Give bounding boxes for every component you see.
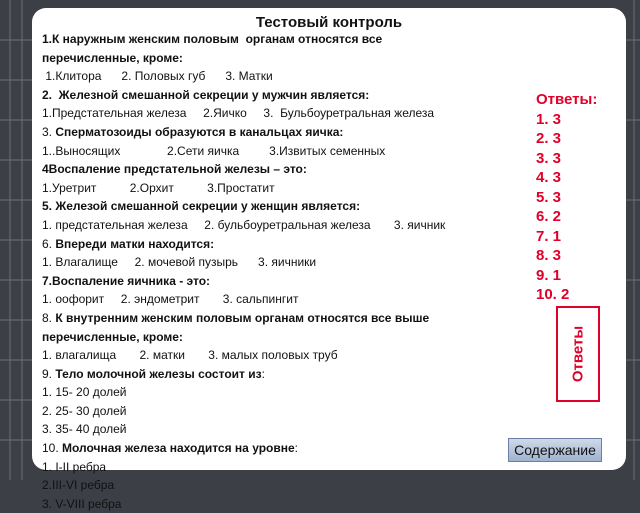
question-line: [42, 30, 532, 49]
question-line: [42, 272, 532, 291]
answer-item: 3. 3: [536, 149, 562, 167]
question-line: [42, 253, 532, 272]
answers-button-label: Ответы: [569, 325, 587, 383]
question-line-text: 9.: [42, 366, 56, 381]
question-line: [42, 179, 532, 198]
question-line: [42, 160, 532, 179]
answer-item: 10. 2: [536, 286, 570, 303]
answers-heading: Ответы:: [536, 91, 598, 108]
question-line: [42, 309, 532, 328]
slide-title: Тестовый контроль: [255, 14, 403, 31]
question-line-text: 1. Влагалище 2. мочевой пузырь 3. яичники: [42, 255, 317, 270]
question-line-tail: :: [261, 366, 265, 381]
contents-button[interactable]: Содержание: [508, 438, 602, 462]
question-line-text: 1..Выносящих 2.Сети яичка 3.Извитых семенных: [42, 143, 386, 158]
question-line-bold: 7.Воспаление яичника - это:: [42, 273, 211, 288]
question-line-text: 6.: [42, 236, 56, 251]
question-line-text: 3. V-VIII ребра: [42, 496, 122, 511]
question-line-text: 1. оофорит 2. эндометрит 3. сальпингит: [42, 292, 299, 307]
question-line: [42, 49, 532, 68]
question-line: [42, 123, 532, 142]
question-line-text: 1. I-II ребра: [42, 459, 107, 474]
question-line-bold: 4Воспаление предстательной железы – это:: [42, 162, 307, 177]
question-line-tail: :: [294, 441, 299, 456]
question-line-bold: К внутренним женским половым органам относятся все выше: [55, 310, 430, 325]
question-line-text: 10.: [42, 441, 63, 456]
question-line: [42, 420, 532, 439]
question-line-bold: Впереди матки находится:: [55, 236, 215, 251]
question-line-bold: 5. Железой смешанной секреции у женщин является:: [42, 199, 361, 214]
answer-item: 8. 3: [536, 247, 562, 264]
answer-item: 1. 3: [536, 110, 562, 128]
question-line: [42, 439, 532, 458]
question-line: [42, 365, 532, 384]
question-line-text: 1.Предстательная железа 2.Яичко 3. Бульбоуретральная железа: [42, 106, 435, 121]
question-line-text: 2.III-VI ребра: [42, 478, 115, 493]
question-line: [42, 290, 532, 309]
answer-item: 2. 3: [536, 130, 562, 147]
question-line-text: 3. 35- 40 долей: [42, 422, 127, 437]
question-line-text: 8.: [42, 310, 56, 325]
question-line: [42, 495, 532, 513]
answer-item: 7. 1: [536, 227, 562, 245]
question-line: [42, 346, 532, 365]
question-line: [42, 235, 532, 254]
answers-list: [536, 90, 597, 305]
answers-button[interactable]: [556, 306, 600, 402]
question-line: [42, 458, 532, 477]
question-line-bold: Молочная железа находится на уровне: [62, 441, 295, 456]
question-line-text: 1. влагалища 2. матки 3. малых половых труб: [42, 348, 338, 363]
question-line: [42, 197, 532, 216]
answer-item: 6. 2: [536, 208, 562, 225]
answer-item: 9. 1: [536, 266, 562, 284]
answer-item: 4. 3: [536, 169, 562, 186]
question-line-bold: Тело молочной железы состоит из: [55, 366, 262, 381]
question-line-text: 2. 25- 30 долей: [42, 403, 127, 418]
question-line-text: 1.Уретрит 2.Орхит 3.Простатит: [42, 180, 275, 195]
question-line: [42, 383, 532, 402]
question-line: [42, 67, 532, 86]
question-list: [42, 30, 532, 513]
question-line-text: 1.Клитора 2. Половых губ 3. Матки: [42, 69, 273, 84]
question-line: [42, 328, 532, 347]
question-line: [42, 142, 532, 161]
question-line: [42, 86, 532, 105]
question-line-text: 3.: [42, 124, 56, 139]
question-line-text: 1. 15- 20 долей: [42, 385, 127, 400]
question-line: [42, 476, 532, 495]
question-line-bold: перечисленные, кроме:: [42, 329, 183, 344]
question-line-bold: 1.К наружным женским половым органам относятся все: [42, 32, 383, 46]
answer-item: 5. 3: [536, 188, 562, 206]
question-line: [42, 216, 532, 235]
question-line-text: 1. предстательная железа 2. бульбоуретральная железа 3. яичник: [42, 217, 446, 232]
question-line: [42, 402, 532, 421]
question-line-bold: 2. Железной смешанной секреции у мужчин является:: [42, 87, 370, 102]
question-line: [42, 104, 532, 123]
question-line-bold: перечисленные, кроме:: [42, 50, 183, 65]
question-line-bold: Сперматозоиды образуются в канальцах яичка:: [55, 124, 344, 139]
